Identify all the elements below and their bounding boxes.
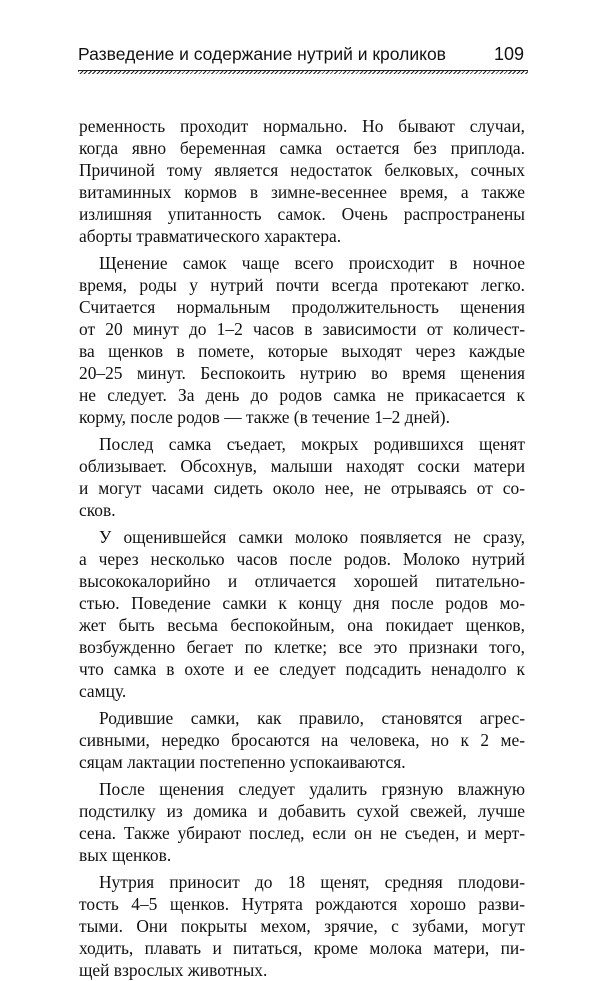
text-line: высококалорийно и отличается хорошей питательно- bbox=[79, 571, 525, 591]
paragraph bbox=[79, 115, 525, 247]
paragraph bbox=[79, 871, 525, 981]
text-line: вых щенков. bbox=[79, 845, 172, 865]
text-line: сена. Также убирают послед, если он не съеден, и мерт- bbox=[79, 823, 525, 843]
body-text bbox=[79, 115, 525, 981]
paragraph bbox=[79, 252, 525, 428]
text-line: Послед самка съедает, мокрых родившихся щенят bbox=[99, 434, 525, 454]
text-line: облизывает. Обсохнув, малыши находят соски матери bbox=[79, 456, 525, 476]
text-line: тость 4–5 щенков. Нутрята рождаются хорошо разви- bbox=[79, 894, 525, 914]
running-head bbox=[78, 44, 526, 68]
text-line: корму, после родов — также (в течение 1–2 дней). bbox=[79, 407, 450, 427]
text-line: не следует. За день до родов самка не прикасается к bbox=[79, 385, 525, 405]
text-line: Считается нормальным продолжительность щенения bbox=[79, 297, 525, 317]
text-line: Щенение самок чаще всего происходит в ночное bbox=[99, 253, 525, 273]
paragraph bbox=[79, 433, 525, 521]
text-line: сяцам лактации постепенно успокаиваются. bbox=[79, 752, 406, 772]
text-line: сивными, нередко бросаются на человека, но к 2 ме- bbox=[79, 730, 525, 750]
text-line: излишняя упитанность самок. Очень распространены bbox=[79, 204, 525, 224]
text-line: сков. bbox=[79, 500, 116, 520]
text-line: Причиной тому является недостаток белковых, сочных bbox=[79, 160, 525, 180]
text-line: подстилку из домика и добавить сухой свежей, лучше bbox=[79, 801, 525, 821]
text-line: щей взрослых животных. bbox=[79, 960, 268, 980]
text-line: тыми. Они покрыты мехом, зрячие, с зубами, могут bbox=[79, 916, 525, 936]
text-line: ва щенков в помете, которые выходят через каждые bbox=[79, 341, 525, 361]
text-line: а через несколько часов после родов. Молоко нутрий bbox=[79, 549, 525, 569]
text-line: Родившие самки, как правило, становятся агрес- bbox=[99, 708, 525, 728]
text-line: Нутрия приносит до 18 щенят, средняя плодови- bbox=[99, 872, 525, 892]
paragraph bbox=[79, 707, 525, 773]
running-head-title: Разведение и содержание нутрий и кроликов bbox=[78, 44, 446, 64]
text-line: когда явно беременная самка остается без приплода. bbox=[79, 138, 525, 158]
paragraph bbox=[79, 778, 525, 866]
text-line: жет быть весьма беспокойным, она покидает щенков, bbox=[79, 615, 525, 635]
text-line: витаминных кормов в зимне-весеннее время, а также bbox=[79, 182, 525, 202]
paragraph bbox=[79, 526, 525, 702]
text-line: самцу. bbox=[79, 681, 127, 701]
text-line: ходить, плавать и питаться, кроме молока матери, пи- bbox=[79, 938, 525, 958]
header-rule bbox=[78, 70, 528, 74]
text-line: 20–25 минут. Беспокоить нутрию во время щенения bbox=[79, 363, 525, 383]
text-line: от 20 минут до 1–2 часов в зависимости от количест- bbox=[79, 319, 525, 339]
text-line: аборты травматического характера. bbox=[79, 226, 342, 246]
page-number: 109 bbox=[493, 44, 524, 64]
text-line: время, роды у нутрий почти всегда протекают легко. bbox=[79, 275, 525, 295]
text-line: стью. Поведение самки к концу дня после родов мо- bbox=[79, 593, 525, 613]
text-line: У ощенившейся самки молоко появляется не сразу, bbox=[99, 527, 525, 547]
text-line: После щенения следует удалить грязную влажную bbox=[99, 779, 525, 799]
text-line: и могут часами сидеть около нее, не отрываясь от со- bbox=[79, 478, 525, 498]
text-line: что самка в охоте и ее следует подсадить ненадолго к bbox=[79, 659, 525, 679]
text-line: ременность проходит нормально. Но бывают случаи, bbox=[79, 116, 525, 136]
text-line: возбужденно бегает по клетке; все это признаки того, bbox=[79, 637, 525, 657]
